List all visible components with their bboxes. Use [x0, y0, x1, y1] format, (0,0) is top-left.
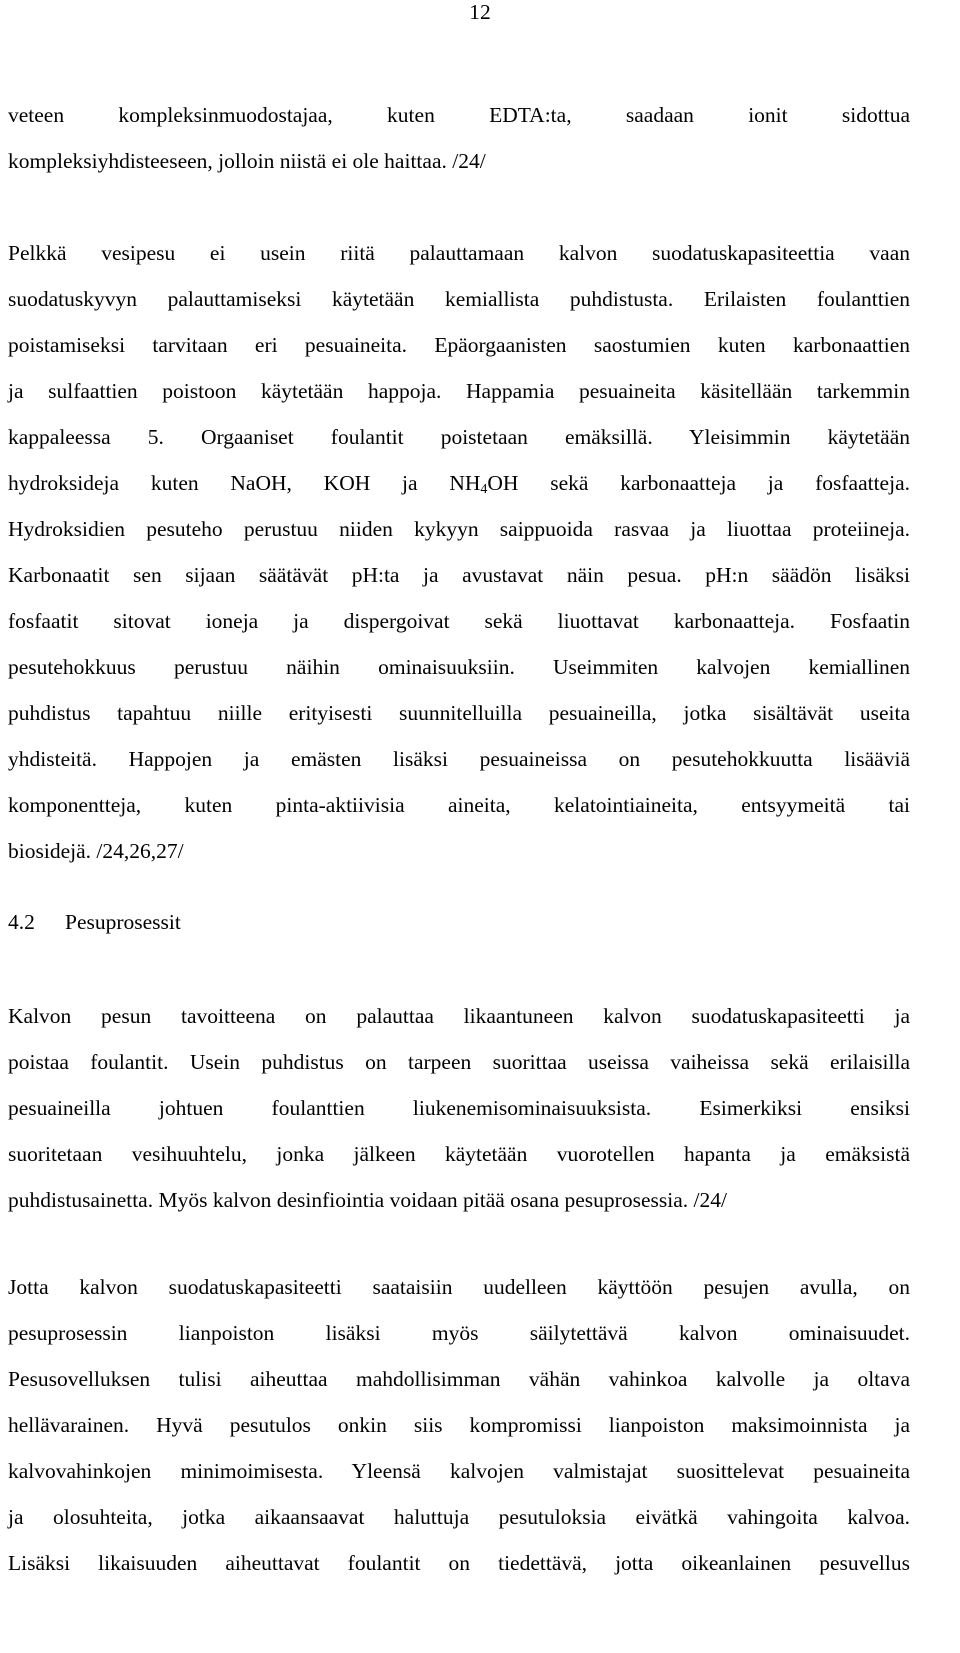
paragraph-4 [8, 1275, 910, 1597]
formula-before: hydroksideja kuten NaOH, KOH ja NH [8, 471, 481, 495]
text-line: pesuaineilla johtuen foulanttien liukenemisominaisuuksista. Esimerkiksi ensiksi [8, 1096, 910, 1120]
text-line: veteen kompleksinmuodostajaa, kuten EDTA:ta, saadaan ionit sidottua [8, 103, 910, 127]
formula-line [8, 471, 910, 517]
paragraph-1 [8, 103, 910, 195]
text-line: fosfaatit sitovat ioneja ja dispergoivat sekä liuottavat karbonaatteja. Fosfaatin [8, 609, 910, 633]
text-line: kompleksiyhdisteeseen, jolloin niistä ei ole haittaa. /24/ [8, 149, 486, 173]
text-line: ja sulfaattien poistoon käytetään happoja. Happamia pesuaineita käsitellään tarkemmin [8, 379, 910, 403]
formula-subscript: 4 [480, 482, 488, 497]
formula-after: OH sekä karbonaatteja ja fosfaatteja. [487, 471, 910, 495]
page-number: 12 [469, 0, 491, 24]
text-line: kappaleessa 5. Orgaaniset foulantit poistetaan emäksillä. Yleisimmin käytetään [8, 425, 910, 449]
text-line: puhdistusainetta. Myös kalvon desinfiointia voidaan pitää osana pesuprosessia. /24/ [8, 1188, 727, 1212]
text-line: biosidejä. /24,26,27/ [8, 839, 184, 863]
text-line: yhdisteitä. Happojen ja emästen lisäksi pesuaineissa on pesutehokkuutta lisääviä [8, 747, 910, 771]
text-line: Lisäksi likaisuuden aiheuttavat foulantit on tiedettävä, jotta oikeanlainen pesuvellus [8, 1551, 910, 1575]
text-line: Kalvon pesun tavoitteena on palauttaa likaantuneen kalvon suodatuskapasiteetti ja [8, 1004, 910, 1028]
text-line: suodatuskyvyn palauttamiseksi käytetään kemiallista puhdistusta. Erilaisten foulanttien [8, 287, 910, 311]
text-line: pesutehokkuus perustuu näihin ominaisuuksiin. Useimmiten kalvojen kemiallinen [8, 655, 910, 679]
text-line: hellävarainen. Hyvä pesutulos onkin siis kompromissi lianpoiston maksimoinnista ja [8, 1413, 910, 1437]
paragraph-2 [8, 241, 910, 885]
text-line: poistamiseksi tarvitaan eri pesuaineita. Epäorgaanisten saostumien kuten karbonaattien [8, 333, 910, 357]
section-title: Pesuprosessit [65, 910, 181, 934]
section-number: 4.2 [8, 910, 35, 934]
text-line: ja olosuhteita, jotka aikaansaavat haluttuja pesutuloksia eivätkä vahingoita kalvoa. [8, 1505, 910, 1529]
text-line: puhdistus tapahtuu niille erityisesti suunnitelluilla pesuaineilla, jotka sisältävät useita [8, 701, 910, 725]
text-line: poistaa foulantit. Usein puhdistus on tarpeen suorittaa useissa vaiheissa sekä erilaisilla [8, 1050, 910, 1074]
paragraph-3 [8, 1004, 910, 1234]
text-line: Pesusovelluksen tulisi aiheuttaa mahdollisimman vähän vahinkoa kalvolle ja oltava [8, 1367, 910, 1391]
text-line: Pelkkä vesipesu ei usein riitä palauttamaan kalvon suodatuskapasiteettia vaan [8, 241, 910, 265]
section-heading [8, 910, 181, 934]
text-line: pesuprosessin lianpoiston lisäksi myös säilytettävä kalvon ominaisuudet. [8, 1321, 910, 1345]
text-line: komponentteja, kuten pinta-aktiivisia aineita, kelatointiaineita, entsyymeitä tai [8, 793, 910, 817]
text-line: kalvovahinkojen minimoimisesta. Yleensä kalvojen valmistajat suosittelevat pesuaineita [8, 1459, 910, 1483]
text-line: suoritetaan vesihuuhtelu, jonka jälkeen käytetään vuorotellen hapanta ja emäksistä [8, 1142, 910, 1166]
text-line: Hydroksidien pesuteho perustuu niiden kykyyn saippuoida rasvaa ja liuottaa proteiineja. [8, 517, 910, 541]
text-line: Jotta kalvon suodatuskapasiteetti saataisiin uudelleen käyttöön pesujen avulla, on [8, 1275, 910, 1299]
text-line: Karbonaatit sen sijaan säätävät pH:ta ja avustavat näin pesua. pH:n säädön lisäksi [8, 563, 910, 587]
